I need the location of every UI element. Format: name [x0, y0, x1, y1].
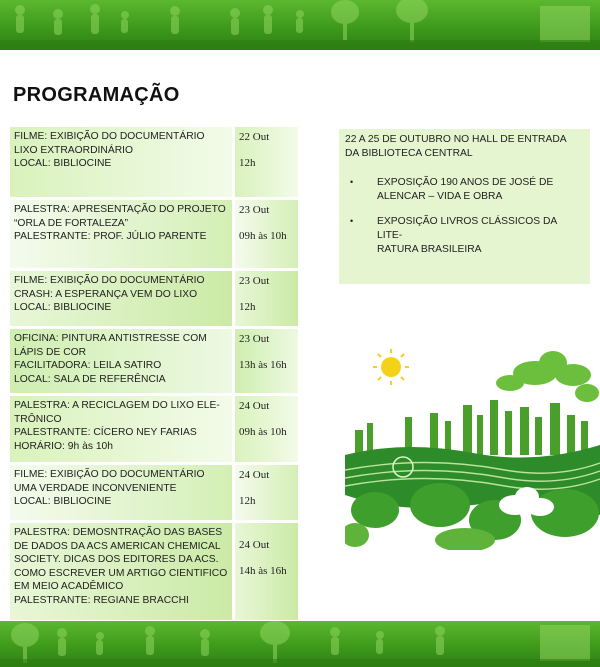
event-description: [10, 127, 232, 197]
event-datetime: [235, 200, 298, 268]
event-line: LÁPIS DE COR: [14, 346, 87, 358]
exhibition-item: [345, 176, 582, 203]
event-time: 12h: [239, 495, 256, 507]
event-line: PALESTRA: A RECICLAGEM DO LIXO ELE-: [14, 400, 220, 411]
event-line: PALESTRA: DEMOSNTRAÇÃO DAS BASES: [14, 527, 223, 538]
event-line: PALESTRANTE: REGIANE BRACCHI: [14, 594, 189, 606]
exhibitions-heading: [345, 133, 582, 160]
exhibitions-heading-line: DA BIBLIOTECA CENTRAL: [345, 147, 473, 159]
event-line: CRASH: A ESPERANÇA VEM DO LIXO: [14, 288, 198, 300]
schedule-row: [10, 329, 298, 393]
event-line: FILME: EXIBIÇÃO DO DOCUMENTÁRIO: [14, 131, 205, 142]
bottom-banner: [0, 621, 600, 667]
schedule-row: [10, 271, 298, 326]
event-line: LOCAL: SALA DE REFERÊNCIA: [14, 373, 166, 385]
event-date: 23 Out: [239, 275, 270, 287]
exhibition-line: RATURA BRASILEIRA: [377, 243, 482, 255]
event-line: “ORLA DE FORTALEZA”: [14, 217, 129, 229]
event-line: LIXO EXTRAORDINÁRIO: [14, 144, 134, 156]
event-line: UMA VERDADE INCONVENIENTE: [14, 482, 177, 494]
event-time: 09h às 10h: [239, 426, 287, 438]
exhibition-item: [345, 215, 582, 256]
event-date: 24 Out: [239, 400, 270, 412]
schedule-row: [10, 465, 298, 520]
event-time: 13h às 16h: [239, 359, 287, 371]
schedule-table: [10, 127, 298, 623]
people-trees-silhouette-icon: [0, 621, 600, 667]
event-time: 14h às 16h: [239, 565, 287, 577]
exhibition-line: EXPOSIÇÃO 190 ANOS DE JOSÉ DE: [377, 177, 554, 189]
event-line: LOCAL: BIBLIOCINE: [14, 158, 112, 170]
event-line: LOCAL: BIBLIOCINE: [14, 496, 112, 508]
event-date: 24 Out: [239, 539, 270, 551]
people-trees-silhouette-icon: [0, 0, 600, 50]
event-line: PALESTRANTE: CÍCERO NEY FARIAS: [14, 427, 197, 439]
event-time: 12h: [239, 301, 256, 313]
event-line: PALESTRANTE: PROF. JÚLIO PARENTE: [14, 231, 207, 243]
event-datetime: [235, 329, 298, 393]
event-datetime: [235, 127, 298, 197]
event-datetime: [235, 523, 298, 620]
event-date: 23 Out: [239, 333, 270, 345]
event-description: [10, 396, 232, 462]
sun-icon: [373, 349, 409, 385]
event-line: SOCIETY. DICAS DOS EDITORES DA ACS.: [14, 554, 219, 566]
schedule-row: [10, 523, 298, 620]
event-datetime: [235, 465, 298, 520]
event-datetime: [235, 271, 298, 326]
bullet-icon: •: [350, 216, 354, 227]
event-date: 24 Out: [239, 469, 270, 481]
event-time: 09h às 10h: [239, 230, 287, 242]
event-line: OFICINA: PINTURA ANTISTRESSE COM: [14, 333, 207, 344]
event-line: TRÔNICO: [14, 413, 62, 425]
event-date: 22 Out: [239, 131, 270, 143]
event-line: FACILITADORA: LEILA SATIRO: [14, 360, 162, 372]
event-description: [10, 200, 232, 268]
schedule-row: [10, 396, 298, 462]
event-line: DE DADOS DA ACS AMERICAN CHEMICAL: [14, 540, 221, 552]
exhibition-line: EXPOSIÇÃO LIVROS CLÁSSICOS DA LITE-: [377, 216, 557, 241]
page-title: PROGRAMAÇÃO: [13, 84, 180, 106]
event-description: [10, 329, 232, 393]
cloud-icon: [496, 351, 599, 402]
top-banner: [0, 0, 600, 50]
event-datetime: [235, 396, 298, 462]
event-line: COMO ESCREVER UM ARTIGO CIENTIFICO: [14, 567, 228, 579]
event-date: 23 Out: [239, 204, 270, 216]
exhibitions-heading-line: 22 A 25 DE OUTUBRO NO HALL DE ENTRADA: [345, 134, 567, 145]
exhibitions-box: [339, 129, 590, 284]
schedule-row: [10, 127, 298, 197]
event-line: LOCAL: BIBLIOCINE: [14, 302, 112, 314]
event-line: HORÁRIO: 9h às 10h: [14, 440, 114, 452]
event-line: EM MEIO ACADÊMICO: [14, 581, 124, 593]
bullet-icon: •: [350, 177, 354, 188]
event-description: [10, 271, 232, 326]
schedule-row: [10, 200, 298, 268]
event-line: PALESTRA: APRESENTAÇÃO DO PROJETO: [14, 204, 226, 215]
event-time: 12h: [239, 157, 256, 169]
event-description: [10, 465, 232, 520]
event-line: FILME: EXIBIÇÃO DO DOCUMENTÁRIO: [14, 275, 205, 286]
exhibition-line: ALENCAR – VIDA E OBRA: [377, 190, 503, 202]
exhibitions-list: [345, 176, 582, 256]
event-description: [10, 523, 232, 620]
eco-city-illustration-icon: [345, 345, 600, 550]
event-line: FILME: EXIBIÇÃO DO DOCUMENTÁRIO: [14, 469, 205, 480]
